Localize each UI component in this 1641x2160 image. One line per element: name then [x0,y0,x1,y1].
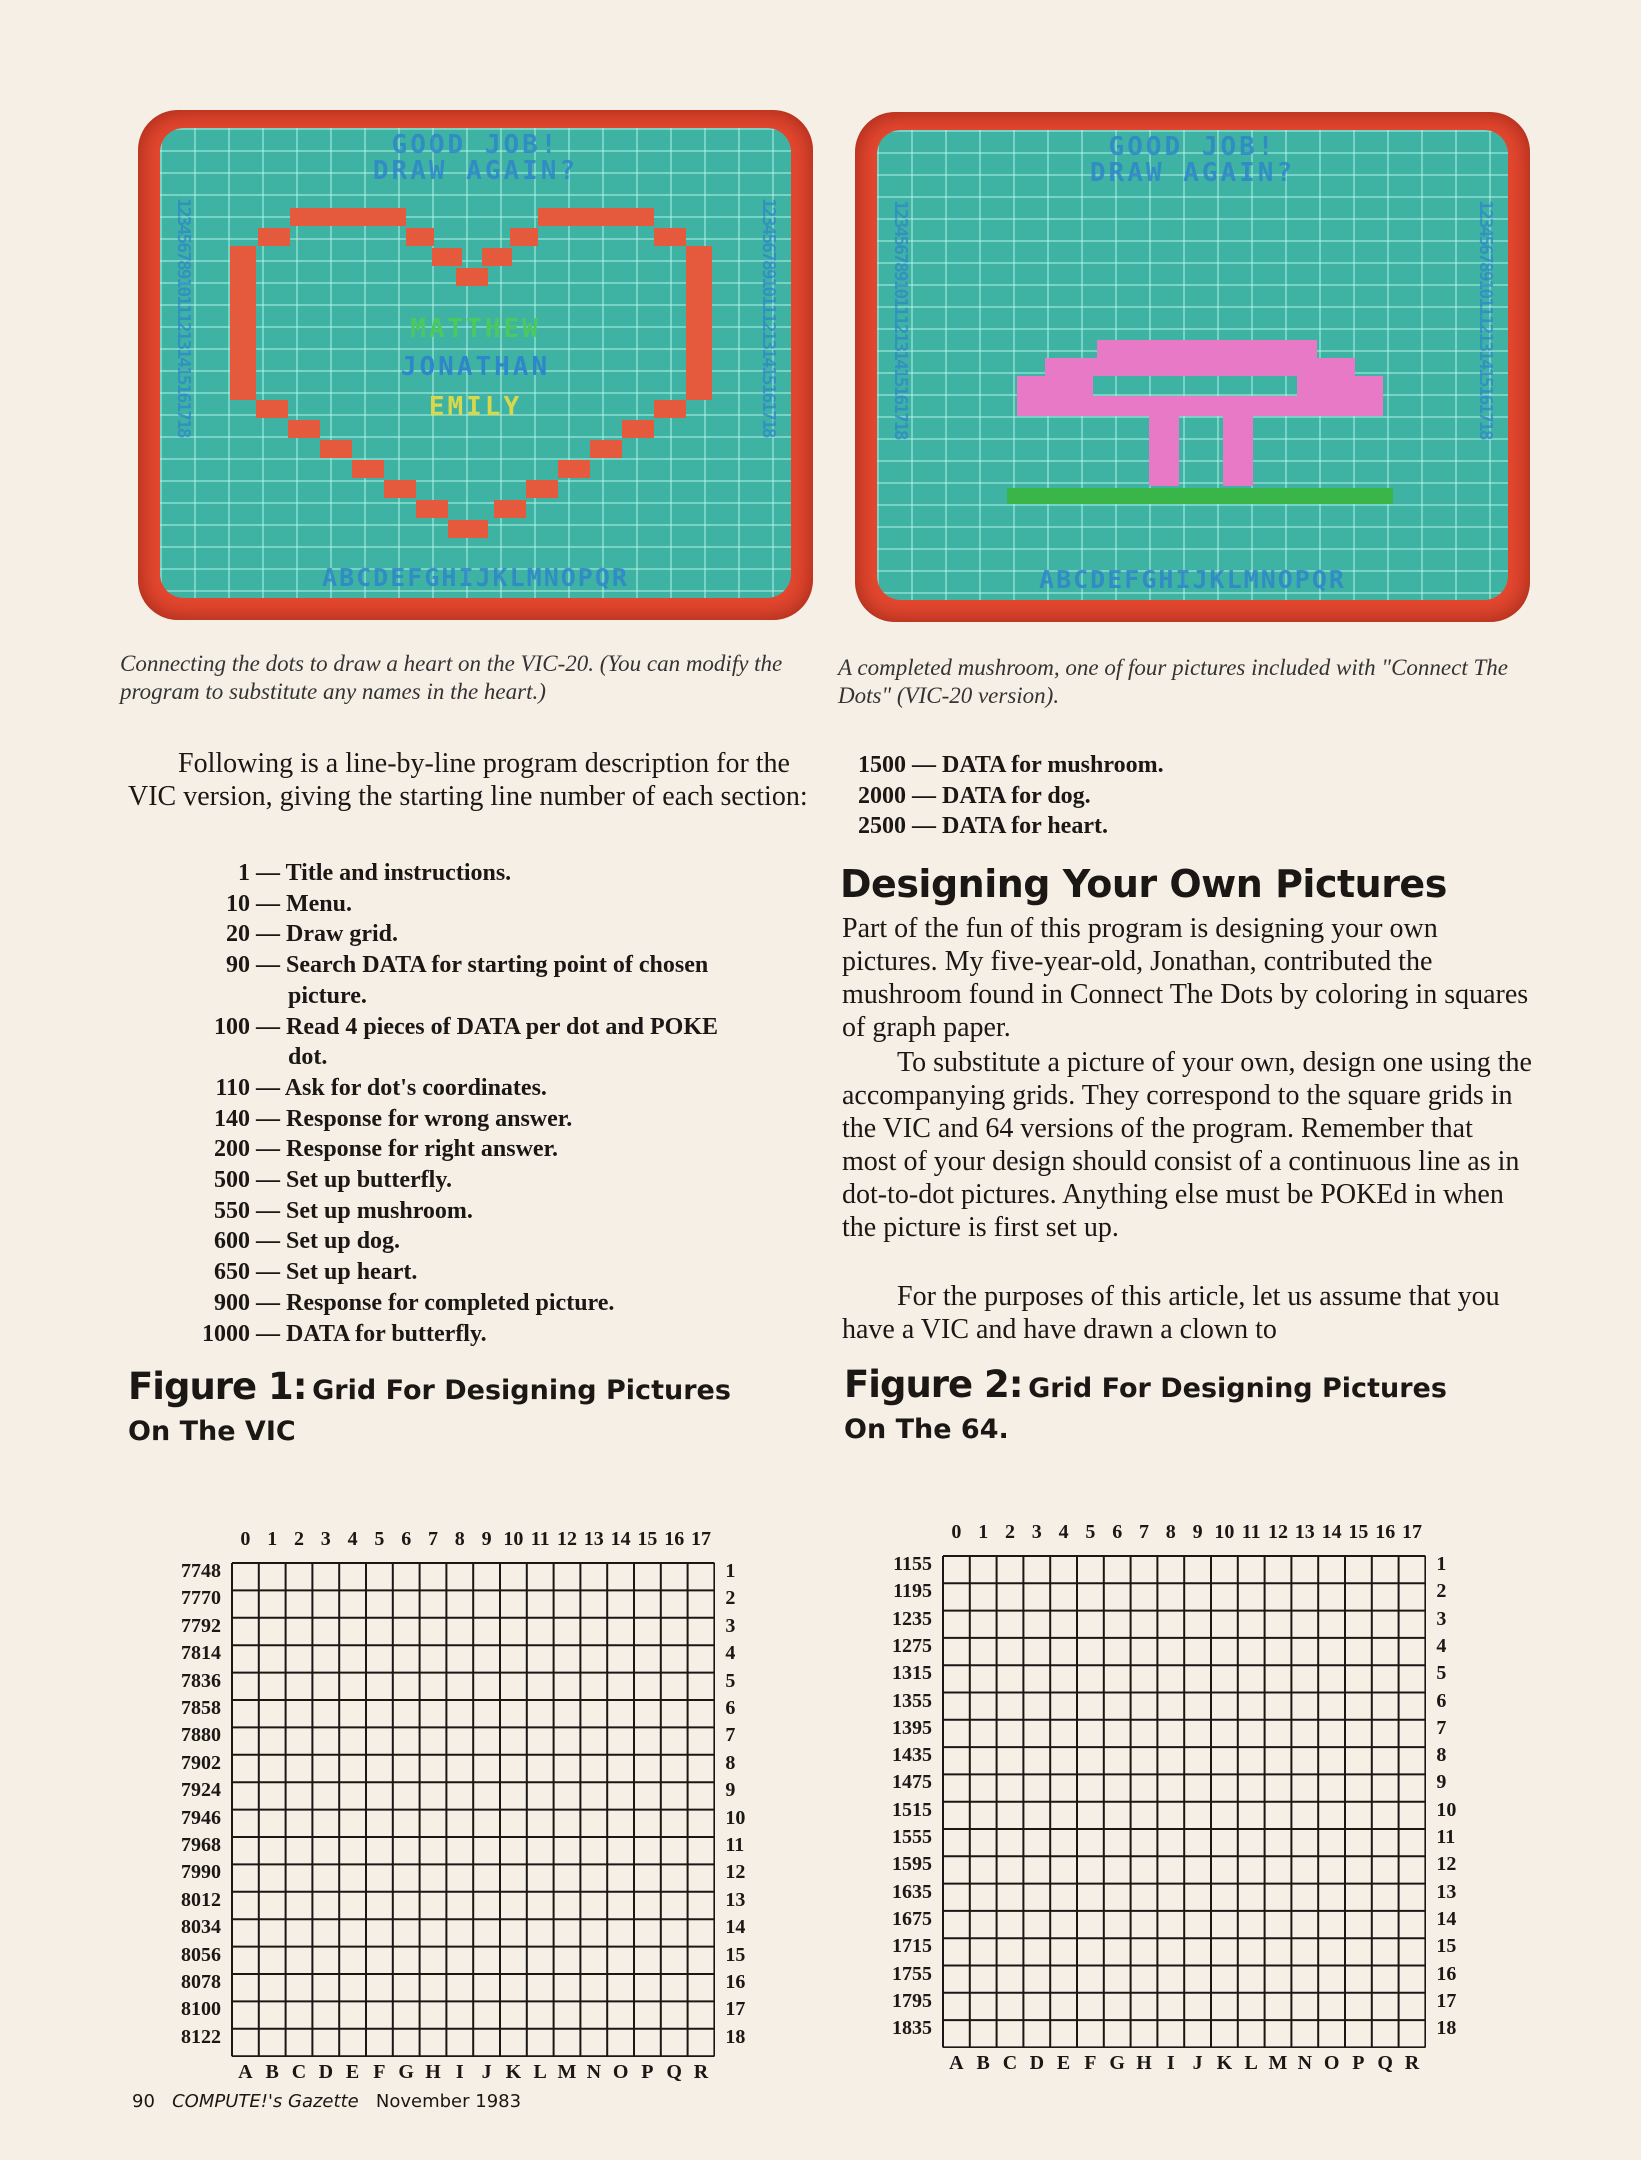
grid-column-letter: C [291,2061,307,2084]
grid-column-letter: R [1404,2052,1420,2075]
grid-row-address: 8056 [181,1943,221,1966]
screen-row-numbers-left: 123456789101112131415161718 [890,200,911,439]
grid-column-number: 7 [1139,1521,1149,1543]
grid-column-letter: G [1109,2052,1125,2075]
figure2-title-line2: On The 64. [844,1414,1009,1445]
grid-row-number: 15 [1436,1935,1457,1958]
dash-separator: — [250,1136,286,1163]
dash-separator: — [250,890,286,917]
grid-row-address: 1275 [892,1634,932,1657]
dash-separator: — [250,921,286,948]
grid-row-number: 9 [725,1779,736,1802]
program-line-continuation: picture. [288,982,367,1009]
grid-row-number: 9 [1436,1771,1447,1794]
grid-column-number: 14 [610,1528,631,1550]
grid-row-number: 3 [1436,1607,1447,1630]
dash-separator: — [250,860,286,886]
grid-column-letter: P [1352,2052,1365,2075]
program-line-item [128,950,828,981]
grid-row-number: 10 [1436,1798,1457,1821]
grid-column-number: 12 [557,1528,577,1550]
program-line-item [846,750,1546,781]
grid-column-letter: N [586,2061,602,2084]
grid-row-number: 7 [1436,1716,1447,1739]
grid-column-number: 9 [1192,1521,1203,1543]
grid-column-number: 8 [1165,1521,1176,1543]
grid-row-address: 1755 [892,1962,932,1985]
program-line-item [846,781,1546,812]
grid-row-address: 1555 [892,1826,932,1848]
grid-column-number: 5 [374,1528,385,1550]
grid-row-address: 1155 [893,1553,932,1575]
program-line-number: 110 [215,1074,250,1101]
grid-row-number: 13 [1436,1880,1457,1903]
grid-column-number: 17 [1402,1521,1422,1543]
grid-row-number: 5 [1436,1662,1447,1685]
figure1-heading [128,1365,828,1454]
program-line-description: DATA for dog. [942,782,1091,809]
program-line-description: Ask for dot's coordinates. [284,1074,547,1101]
screen-name-1: MATTHEW [410,314,541,344]
program-line-number: 1500 [858,752,906,778]
grid-column-letter: D [1029,2052,1045,2075]
program-line-number: 500 [214,1167,250,1193]
grid-row-address: 7836 [181,1669,221,1692]
grid-row-number: 8 [725,1751,736,1774]
program-line-number: 1 [238,860,250,886]
grid-row-address: 7902 [181,1751,221,1774]
grid-row-number: 16 [725,1971,746,1993]
grid-row-number: 15 [725,1943,746,1966]
program-line-item [128,1073,828,1104]
grid-row-number: 18 [1436,2017,1457,2040]
grid-column-letter: L [1244,2052,1258,2075]
program-line-description: DATA for heart. [942,813,1108,839]
program-line-number: 2000 [858,782,906,809]
section-paragraph-1: Part of the fun of this program is designing your own pictures. My five-year-old, Jonathan, contributed the mushroom found in Connect The Dots by coloring in squares of graph paper. [842,913,1529,1043]
grid-row-number: 17 [1436,1989,1457,2012]
grid-row-address: 7968 [181,1834,221,1856]
grid-row-address: 7814 [181,1642,221,1665]
program-line-item [128,1196,828,1227]
grid-column-letter: Q [1377,2052,1393,2075]
grid-column-letter: C [1002,2052,1018,2075]
grid-column-number: 7 [428,1528,438,1550]
grid-row-address: 1635 [892,1880,932,1903]
grid-column-number: 15 [1348,1521,1369,1543]
dash-separator: — [250,1228,286,1255]
screen-message-line1: GOOD JOB! [1108,132,1277,162]
grid-row-number: 10 [725,1806,746,1829]
program-line-item [128,1319,828,1350]
grid-column-letter: M [557,2061,577,2084]
grid-row-address: 7748 [181,1560,221,1582]
grid-row-address: 7858 [181,1697,221,1719]
grid-row-address: 8122 [181,2025,221,2048]
grid-row-number: 18 [725,2025,746,2048]
program-line-item [128,1012,828,1043]
grid-row-address: 8078 [181,1971,221,1993]
grid-column-number: 2 [294,1528,304,1550]
grid-column-letter: O [1323,2052,1340,2075]
grid-column-number: 8 [454,1528,465,1550]
grid-row-address: 8100 [181,1998,221,2021]
program-line-number: 90 [226,952,250,979]
program-line-description: Response for completed picture. [286,1289,615,1316]
screen-row-numbers-left: 123456789101112131415161718 [173,198,194,437]
mushroom-screen [877,130,1508,600]
grid-column-letter: O [612,2061,629,2084]
grid-column-letter: L [533,2061,547,2084]
grid-row-number: 12 [725,1861,746,1884]
program-line-item [128,1288,828,1319]
grid-row-number: 1 [725,1560,736,1582]
program-line-item [128,1134,828,1165]
program-line-number: 100 [214,1013,250,1040]
grid-row-number: 12 [1436,1853,1457,1876]
program-line-list [128,858,828,1358]
screen-name-2: JONATHAN [400,352,551,382]
mushroom-caption: A completed mushroom, one of four pictures included with "Connect The Dots" (VIC-20 version). [838,655,1508,708]
grid-row-address: 1835 [892,2017,932,2040]
program-line-number: 900 [214,1289,250,1316]
program-line-description: Response for right answer. [286,1136,559,1163]
figure1-title-line2: On The VIC [128,1416,296,1447]
grid-row-number: 11 [1436,1826,1456,1848]
heart-screen [160,128,791,598]
grid-column-letter: I [455,2061,464,2084]
grid-row-address: 1475 [892,1771,932,1794]
grid-column-number: 4 [1058,1521,1069,1543]
figure2-heading [844,1363,1544,1452]
grid-column-letter: B [265,2061,279,2084]
grid-row-number: 17 [725,1998,746,2021]
page-footer [132,2091,521,2112]
grid-column-number: 3 [320,1528,331,1550]
design-grid [942,1555,1426,2048]
grid-row-address: 7946 [181,1806,221,1829]
grid-column-letter: J [1192,2052,1203,2075]
grid-row-address: 1515 [892,1798,932,1821]
grid-column-letter: D [318,2061,334,2084]
program-line-item [128,1257,828,1288]
figure2-label: Figure 2: [844,1363,1023,1406]
program-line-description: Response for wrong answer. [286,1105,573,1132]
grid-column-letter: J [481,2061,492,2084]
grid-row-address: 7792 [181,1614,221,1637]
program-line-number: 140 [214,1105,250,1132]
grid-row-number: 14 [725,1916,746,1939]
program-line-description: Title and instructions. [285,860,512,886]
grid-row-number: 5 [725,1669,736,1692]
grid-column-letter: E [345,2061,360,2084]
grid-column-number: 0 [240,1528,251,1550]
grid-row-address: 1795 [892,1989,932,2012]
grid-row-address: 1675 [892,1907,932,1930]
program-line-item [128,919,828,950]
screen-message-line1: GOOD JOB! [391,130,560,160]
grid-column-number: 6 [401,1528,412,1550]
grid-column-number: 15 [637,1528,658,1550]
program-line-description: Draw grid. [286,921,398,948]
grid-column-letter: N [1297,2052,1313,2075]
program-line-number: 650 [214,1259,250,1286]
section-heading: Designing Your Own Pictures [840,862,1447,906]
grid-column-number: 2 [1005,1521,1015,1543]
grid-row-address: 1435 [892,1744,932,1767]
grid-row-address: 1715 [892,1935,932,1958]
screen-message-line2: DRAW AGAIN? [1089,158,1296,188]
program-line-continuation: dot. [288,1044,328,1071]
program-line-number: 20 [226,921,250,948]
grid-row-number: 8 [1436,1744,1447,1767]
grid-row-address: 7880 [181,1724,221,1747]
design-grid [231,1562,715,2057]
grid-column-letter: H [1136,2052,1152,2075]
section-paragraph-2: To substitute a picture of your own, design one using the accompanying grids. They correspond to the square grids in the VIC and 64 versions of the program. Remember that most of your design should consist of a continuous line as in dot-to-dot pictures. Anything else must be POKEd in when the picture is first set up. [842,1047,1532,1243]
grid-column-number: 16 [664,1528,685,1550]
grid-row-address: 8012 [181,1888,221,1911]
mushroom-screenshot [855,112,1530,622]
program-line-list-continued [846,750,1546,850]
grid-row-number: 6 [725,1697,736,1719]
grid-column-number: 10 [503,1528,524,1550]
grid-column-letter: I [1166,2052,1175,2075]
grid-column-number: 11 [1241,1521,1261,1543]
grid-column-letter: A [238,2061,253,2084]
grid-row-address: 1355 [892,1689,932,1712]
program-line-number: 600 [214,1228,250,1255]
program-line-description: Set up butterfly. [286,1167,453,1193]
grid-row-number: 7 [725,1724,736,1747]
grid-column-number: 9 [481,1528,492,1550]
grid-column-letter: E [1056,2052,1071,2075]
grid-column-number: 4 [347,1528,358,1550]
grid-column-number: 13 [1294,1521,1315,1543]
grid-column-letter: K [1216,2052,1233,2075]
grid-column-number: 1 [267,1528,278,1550]
figure2-title-line1: Grid For Designing Pictures [1028,1373,1447,1404]
grid-row-address: 1195 [893,1580,932,1603]
program-line-description: Menu. [286,890,352,917]
screen-row-numbers-right: 123456789101112131415161718 [758,198,779,437]
grid-row-number: 2 [1436,1580,1447,1603]
program-line-item [846,811,1546,842]
grid-column-letter: F [1084,2052,1097,2075]
grid-row-number: 2 [725,1587,736,1610]
dash-separator: — [906,752,942,778]
grid-column-letter: A [949,2052,964,2075]
grid-column-number: 0 [951,1521,962,1543]
grid-row-number: 11 [725,1834,745,1856]
grid-row-number: 16 [1436,1962,1457,1985]
grid-column-letter: B [976,2052,990,2075]
grid-column-number: 13 [583,1528,604,1550]
issue-date: November 1983 [375,2091,522,2112]
program-line-description: DATA for butterfly. [286,1320,487,1347]
screen-name-3: EMILY [428,392,523,422]
grid-row-address: 8034 [181,1916,221,1939]
dash-separator: — [250,1013,286,1040]
grid-column-letter: K [505,2061,522,2084]
grid-row-address: 1235 [892,1607,932,1630]
screen-column-letters: ABCDEFGHIJKLMNOPQR [322,563,629,592]
screen-message-line2: DRAW AGAIN? [372,156,579,186]
grid-column-letter: G [398,2061,414,2084]
intro-paragraph: Following is a line-by-line program description for the VIC version, giving the starting line number of each section: [128,748,808,812]
heart-screenshot [138,110,813,620]
heart-caption: Connecting the dots to draw a heart on the VIC-20. (You can modify the program to substitute any names in the heart.) [120,651,783,704]
figure1-label: Figure 1: [128,1365,307,1408]
dash-separator: — [250,1074,285,1101]
grid-column-letter: H [425,2061,441,2084]
grid-row-number: 3 [725,1614,736,1637]
grid-column-letter: F [373,2061,386,2084]
grid-column-number: 17 [691,1528,711,1550]
grid-row-address: 7990 [181,1861,221,1884]
grid-column-number: 11 [530,1528,550,1550]
grid-row-number: 4 [725,1642,736,1665]
program-line-item [128,1104,828,1135]
program-line-description: DATA for mushroom. [942,752,1164,778]
dash-separator: — [250,1259,286,1286]
grid-row-address: 1395 [892,1716,932,1739]
screen-column-letters: ABCDEFGHIJKLMNOPQR [1039,565,1346,594]
grid-row-number: 13 [725,1888,746,1911]
screen-row-numbers-right: 123456789101112131415161718 [1475,200,1496,439]
grid-row-number: 14 [1436,1907,1457,1930]
program-line-description: Read 4 pieces of DATA per dot and POKE [286,1013,719,1040]
grid-column-number: 16 [1375,1521,1396,1543]
grid-row-address: 1595 [892,1853,932,1876]
grid-column-letter: P [641,2061,654,2084]
dash-separator: — [250,1320,286,1347]
grid-row-address: 1315 [892,1662,932,1685]
program-line-description: Set up dog. [286,1228,401,1255]
dash-separator: — [250,1197,286,1224]
dash-separator: — [250,1289,286,1316]
dash-separator: — [250,1105,286,1132]
program-line-item [128,1165,828,1196]
program-line-description: Set up mushroom. [286,1197,473,1224]
dash-separator: — [906,782,942,809]
program-line-number: 1000 [202,1320,250,1347]
magazine-name: COMPUTE!'s Gazette [172,2091,359,2112]
program-line-description: Set up heart. [286,1259,418,1286]
program-line-description: Search DATA for starting point of chosen [286,952,709,979]
grid-column-number: 12 [1268,1521,1288,1543]
grid-column-letter: M [1268,2052,1288,2075]
grid-row-number: 4 [1436,1634,1447,1657]
page-number: 90 [132,2091,155,2112]
dash-separator: — [250,1167,286,1193]
grid-column-letter: R [693,2061,709,2084]
grid-row-address: 7924 [181,1779,221,1802]
grid-row-number: 1 [1436,1553,1447,1575]
grid-column-number: 14 [1321,1521,1342,1543]
program-line-item [128,889,828,920]
grid-column-number: 6 [1112,1521,1123,1543]
dash-separator: — [250,952,286,979]
grid-column-number: 3 [1031,1521,1042,1543]
program-line-item [128,1226,828,1257]
program-line-number: 200 [214,1136,250,1163]
grid-column-number: 5 [1085,1521,1096,1543]
grid-row-number: 6 [1436,1689,1447,1712]
grid-row-address: 7770 [181,1587,221,1610]
figure1-title-line1: Grid For Designing Pictures [312,1375,731,1406]
program-line-number: 10 [226,890,250,917]
grid-column-number: 1 [978,1521,989,1543]
program-line-number: 550 [214,1197,250,1224]
section-paragraph-3: For the purposes of this article, let us assume that you have a VIC and have drawn a clown to [842,1281,1500,1345]
grid-column-number: 10 [1214,1521,1235,1543]
program-line-item [128,858,828,889]
grid-column-letter: Q [666,2061,682,2084]
program-line-number: 2500 [858,813,906,839]
dash-separator: — [906,813,942,839]
